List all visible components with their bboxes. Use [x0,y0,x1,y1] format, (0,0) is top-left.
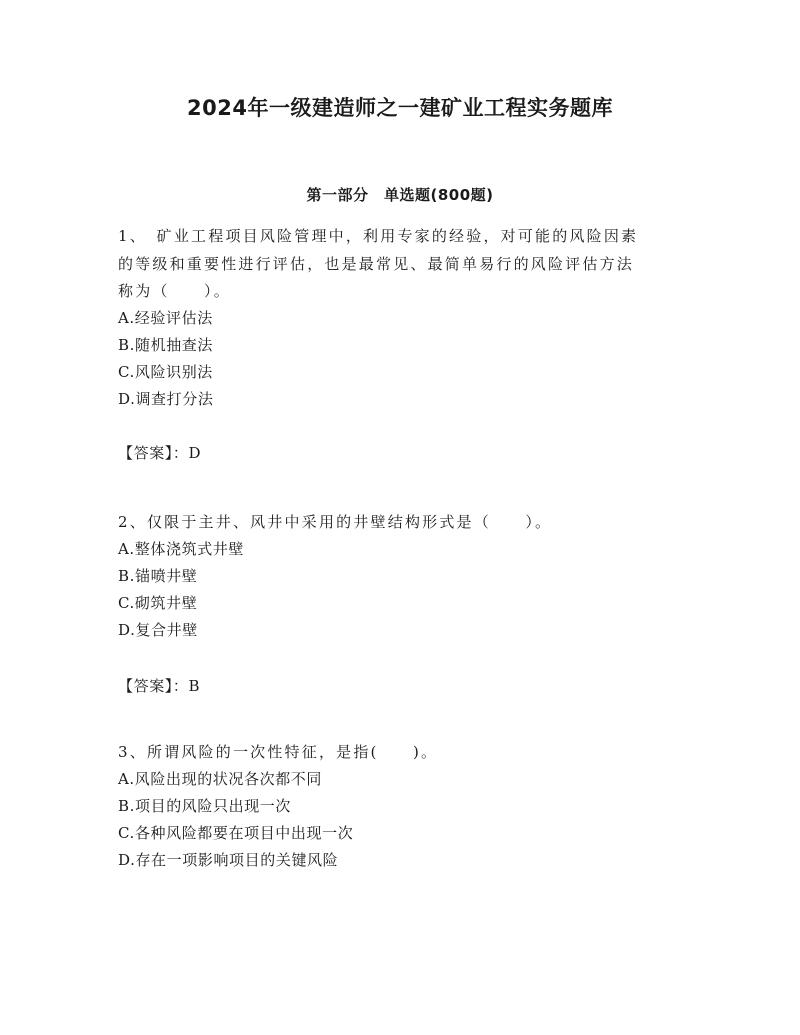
option-b: B.锚喷井壁 [118,567,198,585]
option-c: C.风险识别法 [118,363,213,381]
option-d: D.存在一项影响项目的关键风险 [118,851,339,869]
question-stem-line: 称为（ ）。 [118,282,231,300]
option-a: A.经验评估法 [118,309,213,327]
option-b: B.项目的风险只出现一次 [118,797,291,815]
option-d: D.调查打分法 [118,390,214,408]
option-c: C.砌筑井壁 [118,594,198,612]
option-d: D.复合井壁 [118,621,198,639]
question-stem-line: 1、 矿业工程项目风险管理中，利用专家的经验，对可能的风险因素 [118,227,639,245]
answer-label: 【答案】：B [118,677,201,695]
option-a: A.整体浇筑式井壁 [118,540,245,558]
section-title: 第一部分 单选题(800题) [306,186,494,204]
document-title: 2024年一级建造师之一建矿业工程实务题库 [187,96,613,120]
answer-label: 【答案】：D [118,444,202,462]
question-stem-line: 的等级和重要性进行评估，也是最常见、最简单易行的风险评估方法 [118,255,635,273]
question-stem-line: 2、仅限于主井、风井中采用的井壁结构形式是（ ）。 [118,513,553,531]
option-c: C.各种风险都要在项目中出现一次 [118,824,354,842]
question-stem-line: 3、所谓风险的一次性特征，是指( )。 [118,743,439,761]
option-b: B.随机抽查法 [118,336,213,354]
option-a: A.风险出现的状况各次都不同 [118,770,323,788]
